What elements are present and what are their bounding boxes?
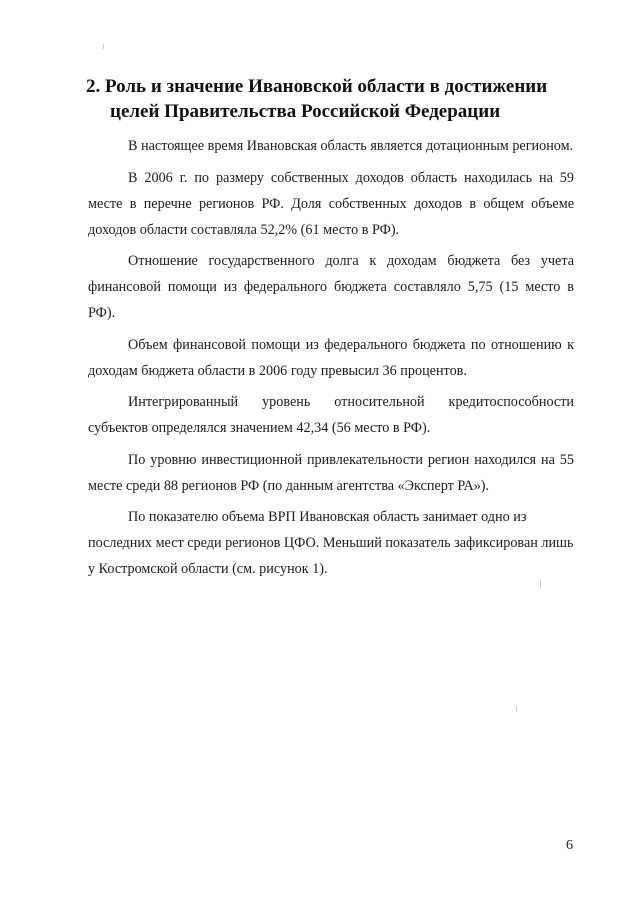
paragraph-subsidized-region: В настоящее время Ивановская область является дотационным регионом.	[128, 138, 574, 154]
scan-speck	[103, 44, 104, 49]
body-text	[88, 133, 574, 588]
paragraph-own-revenues: В 2006 г. по размеру собственных доходов область находилась на 59 месте в перечне регионов РФ. Доля собственных доходов в общем объеме доходов области составляла 52,2% (61 место в РФ).	[88, 169, 574, 238]
paragraph-creditworthiness: Интегрированный уровень относительной кредитоспособности субъектов определялся значением 42,34 (56 место в РФ).	[88, 394, 574, 436]
paragraph-public-debt: Отношение государственного долга к доходам бюджета без учета финансовой помощи из федерального бюджета составляло 5,75 (15 место в РФ).	[88, 253, 574, 321]
paragraph-federal-aid: Объем финансовой помощи из федерального бюджета по отношению к доходам бюджета области в 2006 году превысил 36 процентов.	[88, 336, 574, 379]
scan-speck	[540, 580, 541, 588]
section-title-line1: Роль и значение Ивановской области в достижении	[105, 76, 548, 97]
paragraph-investment-attractiveness: По уровню инвестиционной привлекательности регион находился на 55 месте среди 88 регионов РФ (по данным агентства «Эксперт РА»).	[88, 451, 574, 494]
scan-speck	[516, 706, 517, 712]
section-title-line2: целей Правительства Российской Федерации	[110, 101, 501, 122]
section-number: 2.	[86, 76, 101, 97]
paragraph-grp: По показателю объема ВРП Ивановская область занимает одно из последних мест среди регионов ЦФО. Меньший показатель зафиксирован лишь у Костромской области (см. рисунок 1).	[88, 509, 574, 577]
section-heading	[86, 74, 586, 124]
page-number: 6	[566, 838, 573, 853]
